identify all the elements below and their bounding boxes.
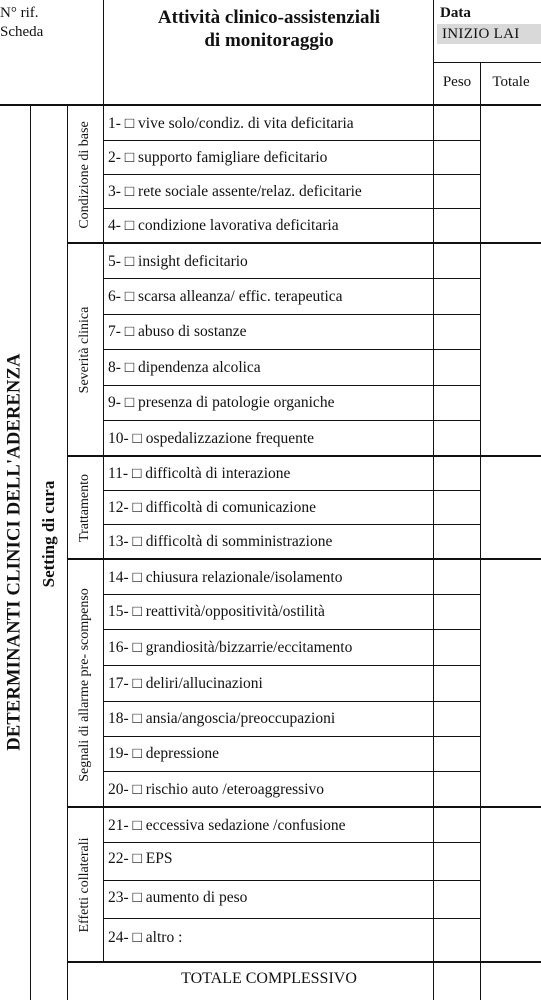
list-item	[108, 816, 346, 836]
row-separator	[103, 701, 481, 702]
list-item	[108, 287, 343, 307]
row-separator	[103, 314, 481, 315]
title-line-1: Attività clinico-assistenziali	[157, 7, 381, 28]
item-text: vive solo/condiz. di vita deficitaria	[138, 115, 354, 132]
item-text: EPS	[145, 850, 173, 867]
row-separator	[103, 385, 481, 386]
item-text: chiusura relazionale/isolamento	[145, 569, 343, 586]
checkbox-icon[interactable]: □	[132, 929, 142, 946]
checkbox-icon[interactable]: □	[124, 288, 135, 305]
group-separator	[67, 558, 541, 560]
setting-column-divider	[67, 104, 68, 1000]
checkbox-icon[interactable]: □	[124, 217, 135, 234]
list-item	[108, 602, 325, 622]
item-number: 16-	[108, 639, 129, 656]
item-text: condizione lavorativa deficitaria	[138, 217, 339, 234]
list-item	[108, 429, 314, 449]
item-number: 5-	[108, 253, 121, 270]
data-label: Data	[440, 5, 471, 21]
determinanti-clinici-label: DETERMINANTI CLINICI DELL'ADERENZA	[4, 353, 25, 751]
item-number: 21-	[108, 817, 129, 834]
item-text: scarsa alleanza/ effic. terapeutica	[138, 288, 343, 305]
group-separator	[67, 455, 541, 457]
row-separator	[103, 174, 481, 175]
item-text: supporto famigliare deficitario	[138, 149, 328, 166]
row-separator	[103, 349, 481, 350]
checkbox-icon[interactable]: □	[124, 394, 135, 411]
item-number: 3-	[108, 183, 121, 200]
list-item	[108, 744, 219, 764]
item-text: presenza di patologie organiche	[138, 394, 335, 411]
peso-totale-divider	[480, 104, 481, 1000]
item-text: rete sociale assente/relaz. deficitarie	[138, 183, 362, 200]
group-label-trattamento: Trattamento	[77, 474, 92, 542]
list-item	[108, 182, 362, 202]
totale-complessivo-label: TOTALE COMPLESSIVO	[181, 970, 357, 987]
item-number: 7-	[108, 323, 121, 340]
item-number: 6-	[108, 288, 121, 305]
row-separator	[103, 594, 481, 595]
list-item	[108, 849, 173, 869]
checkbox-icon[interactable]: □	[132, 850, 142, 867]
group-label-condizione-di-base: Condizione di base	[77, 121, 92, 229]
item-number: 4-	[108, 217, 121, 234]
checkbox-icon[interactable]: □	[124, 115, 135, 132]
group-label-segnali-di-allarme: Segnali di allarme pre- scompenso	[77, 588, 92, 782]
item-number: 10-	[108, 430, 129, 447]
item-number: 8-	[108, 359, 121, 376]
list-item	[108, 393, 334, 413]
checkbox-icon[interactable]: □	[132, 710, 142, 727]
page-title	[104, 6, 434, 52]
item-number: 23-	[108, 889, 129, 906]
list-item	[108, 216, 339, 236]
row-separator	[103, 771, 481, 772]
header-peso-totale-divider	[480, 62, 481, 104]
list-item	[108, 114, 354, 134]
ref-line-1: N° rif.	[0, 5, 39, 21]
item-text: insight deficitario	[138, 253, 248, 270]
checkbox-icon[interactable]: □	[132, 499, 142, 516]
item-peso-divider	[433, 104, 434, 1000]
item-text: difficoltà di comunicazione	[145, 499, 316, 516]
item-number: 17-	[108, 675, 129, 692]
checkbox-icon[interactable]: □	[124, 183, 135, 200]
main-column-divider	[30, 104, 31, 1000]
title-line-2: di monitoraggio	[204, 30, 334, 51]
group-separator	[67, 242, 541, 244]
row-separator	[103, 140, 481, 141]
list-item	[108, 780, 324, 800]
ref-line-2: Scheda	[0, 24, 44, 40]
item-text: reattività/oppositività/ostilità	[145, 603, 325, 620]
totale-separator	[67, 961, 541, 963]
item-text: dipendenza alcolica	[138, 359, 261, 376]
list-item	[108, 638, 352, 658]
checkbox-icon[interactable]: □	[131, 465, 142, 482]
item-number: 13-	[108, 533, 129, 550]
row-separator	[103, 665, 481, 666]
item-number: 11-	[108, 465, 129, 482]
item-text: abuso di sostanze	[138, 323, 247, 340]
ref-scheda-label	[0, 4, 43, 42]
checkbox-icon[interactable]: □	[132, 675, 142, 692]
checkbox-icon[interactable]: □	[124, 359, 135, 376]
item-text: difficoltà di interazione	[145, 465, 291, 482]
checkbox-icon[interactable]: □	[132, 817, 142, 834]
checkbox-icon[interactable]: □	[132, 889, 142, 906]
group-label-severita-clinica: Severità clinica	[77, 306, 92, 394]
checkbox-icon[interactable]: □	[132, 569, 142, 586]
header-bottom-line	[0, 104, 541, 106]
row-separator	[103, 420, 481, 421]
item-number: 2-	[108, 149, 121, 166]
item-number: 22-	[108, 850, 129, 867]
item-number: 9-	[108, 394, 121, 411]
list-item	[108, 928, 182, 948]
row-separator	[103, 880, 481, 881]
group-label-effetti-collaterali: Effetti collaterali	[77, 837, 92, 933]
list-item	[108, 532, 332, 552]
setting-di-cura-label: Setting di cura	[39, 480, 58, 588]
row-separator	[103, 736, 481, 737]
list-item	[108, 498, 316, 518]
row-separator	[103, 208, 481, 209]
list-item	[108, 674, 263, 694]
list-item	[108, 148, 327, 168]
list-item	[108, 322, 247, 342]
group-separator	[67, 806, 541, 808]
header-divider-left	[103, 0, 104, 104]
list-item	[108, 252, 248, 272]
item-text: grandiosità/bizzarrie/eccitamento	[145, 639, 353, 656]
header-subrow-line	[433, 62, 541, 63]
item-text: difficoltà di somministrazione	[145, 533, 333, 550]
row-separator	[103, 278, 481, 279]
item-number: 12-	[108, 499, 129, 516]
checkbox-icon[interactable]: □	[124, 323, 135, 340]
item-text: depressione	[145, 745, 219, 762]
col-header-peso: Peso	[442, 74, 472, 90]
item-text: ansia/angoscia/preoccupazioni	[145, 710, 336, 727]
checkbox-icon[interactable]: □	[132, 639, 142, 656]
checkbox-icon[interactable]: □	[132, 603, 142, 620]
checkbox-icon[interactable]: □	[132, 781, 142, 798]
item-text: ospedalizzazione frequente	[145, 430, 315, 447]
row-separator	[103, 918, 481, 919]
row-separator	[103, 490, 481, 491]
item-text: aumento di peso	[145, 889, 248, 906]
list-item	[108, 709, 335, 729]
list-item	[108, 358, 261, 378]
checkbox-icon[interactable]: □	[124, 253, 135, 270]
item-number: 24-	[108, 929, 129, 946]
item-text: altro :	[145, 929, 183, 946]
checkbox-icon[interactable]: □	[132, 745, 142, 762]
checkbox-icon[interactable]: □	[124, 149, 135, 166]
group-column-divider	[103, 104, 104, 962]
row-separator	[103, 629, 481, 630]
list-item	[108, 568, 342, 588]
item-number: 1-	[108, 115, 121, 132]
item-number: 18-	[108, 710, 129, 727]
item-number: 20-	[108, 781, 129, 798]
item-text: rischio auto /eteroaggressivo	[145, 781, 324, 798]
list-item	[108, 464, 290, 484]
col-header-totale: Totale	[492, 74, 530, 90]
item-text: deliri/allucinazioni	[145, 675, 263, 692]
checkbox-icon[interactable]: □	[132, 430, 142, 447]
data-value-field[interactable]: INIZIO LAI	[437, 24, 541, 44]
row-separator	[103, 524, 481, 525]
item-number: 19-	[108, 745, 129, 762]
item-number: 14-	[108, 569, 129, 586]
item-text: eccessiva sedazione /confusione	[145, 817, 346, 834]
checkbox-icon[interactable]: □	[132, 533, 142, 550]
row-separator	[103, 842, 481, 843]
header-divider-right	[433, 0, 434, 104]
list-item	[108, 888, 247, 908]
item-number: 15-	[108, 603, 129, 620]
